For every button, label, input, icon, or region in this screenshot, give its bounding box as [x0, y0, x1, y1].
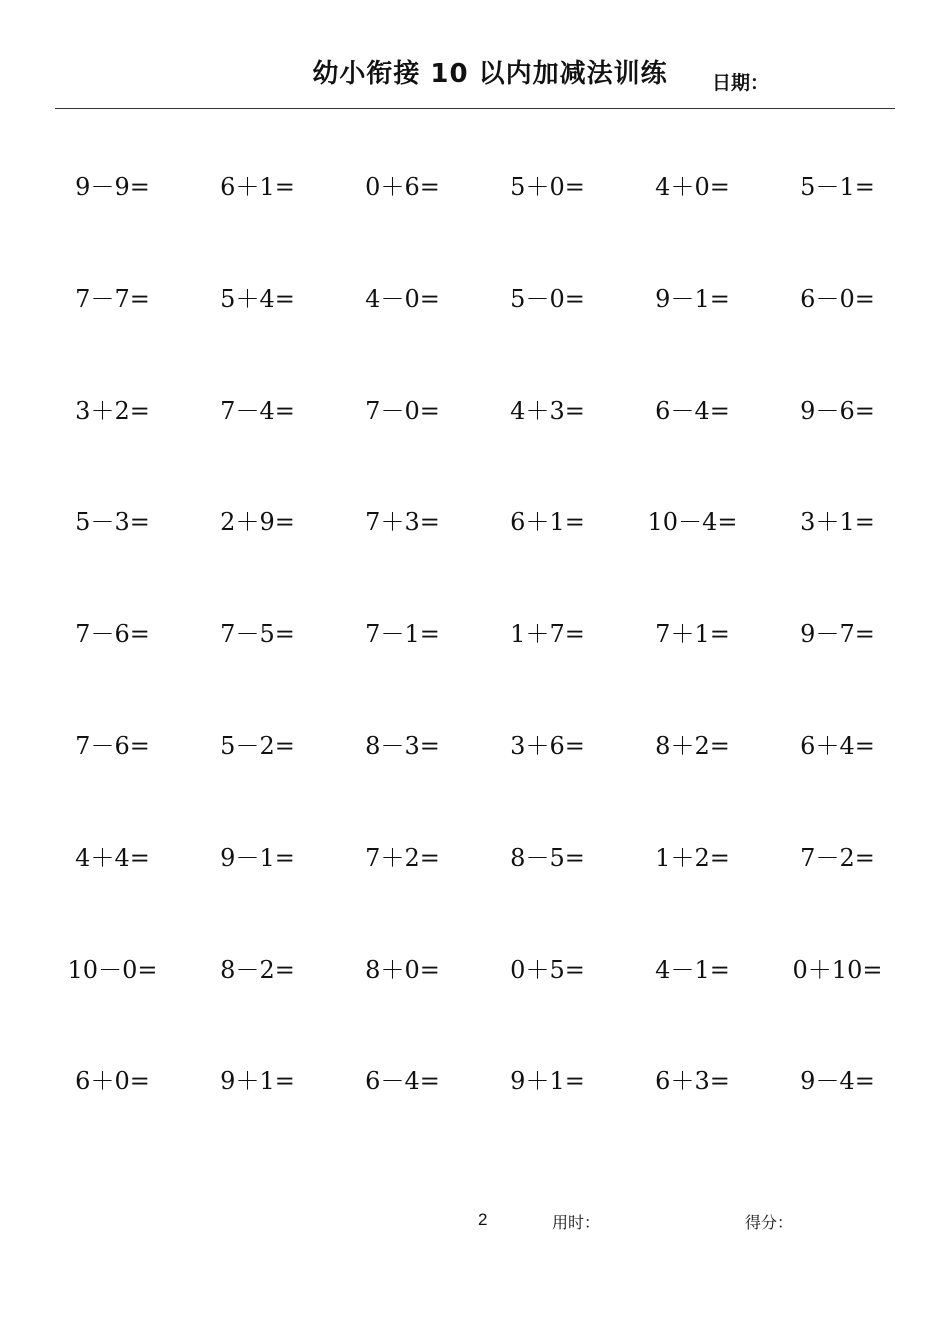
- problem-item: 5－1=: [800, 173, 875, 201]
- problem-item: 0＋10=: [792, 955, 883, 984]
- problem-row: [40, 391, 910, 503]
- problem-item: 9－7=: [800, 620, 875, 649]
- problem-item: 9－1=: [220, 843, 295, 872]
- time-used-label: 用时：: [552, 1213, 601, 1232]
- problem-item: 8＋2=: [655, 731, 730, 760]
- problem-item: 7－6=: [75, 731, 150, 760]
- problem-item: 4＋3=: [510, 396, 585, 425]
- problem-item: 5－3=: [75, 508, 150, 537]
- date-label: 日期：: [712, 72, 770, 94]
- problem-row: [40, 726, 910, 838]
- problem-item: 4－1=: [655, 955, 730, 984]
- problem-item: 1＋2=: [655, 843, 730, 872]
- problem-item: 7－2=: [800, 843, 875, 872]
- problem-item: 7－4=: [220, 396, 295, 425]
- problem-item: 6＋1=: [220, 173, 295, 201]
- problem-item: 5＋4=: [220, 284, 295, 313]
- problem-item: 4＋0=: [655, 173, 730, 201]
- problem-item: 7－1=: [365, 620, 440, 649]
- problem-item: 6＋4=: [800, 731, 875, 760]
- header-divider: [55, 108, 895, 109]
- problem-item: 9－1=: [655, 284, 730, 313]
- problem-item: 9－9=: [75, 173, 150, 201]
- problem-item: 9＋1=: [220, 1067, 295, 1096]
- problem-item: 6－4=: [365, 1067, 440, 1096]
- problem-item: 0＋6=: [365, 173, 440, 201]
- problem-row: [40, 502, 910, 614]
- problem-item: 9－6=: [800, 396, 875, 425]
- score-label: 得分：: [745, 1213, 794, 1232]
- problem-item: 6＋1=: [510, 508, 585, 537]
- problem-row: [40, 167, 910, 279]
- problem-row: [40, 279, 910, 391]
- problem-grid: [40, 167, 910, 1173]
- problem-item: 3＋1=: [800, 508, 875, 537]
- problem-item: 8－5=: [510, 843, 585, 872]
- problem-item: 5＋0=: [510, 173, 585, 201]
- problem-row: [40, 1061, 910, 1173]
- problem-item: 3＋6=: [510, 731, 585, 760]
- problem-item: 5－2=: [220, 731, 295, 760]
- problem-item: 8－2=: [220, 955, 295, 984]
- page-number: 2: [478, 1210, 488, 1229]
- problem-item: 7－6=: [75, 620, 150, 649]
- problem-item: 5－0=: [510, 284, 585, 313]
- problem-item: 7＋2=: [365, 843, 440, 872]
- problem-item: 1＋7=: [510, 620, 585, 649]
- problem-item: 6－0=: [800, 284, 875, 313]
- problem-item: 8－3=: [365, 731, 440, 760]
- problem-item: 7－5=: [220, 620, 295, 649]
- problem-item: 9－4=: [800, 1067, 875, 1096]
- problem-item: 4－0=: [365, 284, 440, 313]
- problem-item: 10－0=: [67, 955, 158, 984]
- problem-row: [40, 838, 910, 950]
- problem-item: 9＋1=: [510, 1067, 585, 1096]
- problem-item: 2＋9=: [220, 508, 295, 537]
- problem-item: 10－4=: [647, 508, 738, 537]
- problem-item: 4＋4=: [75, 843, 150, 872]
- problem-item: 7－0=: [365, 396, 440, 425]
- problem-item: 0＋5=: [510, 955, 585, 984]
- problem-item: 7＋3=: [365, 508, 440, 537]
- problem-item: 6＋3=: [655, 1067, 730, 1096]
- problem-item: 7＋1=: [655, 620, 730, 649]
- problem-item: 8＋0=: [365, 955, 440, 984]
- problem-item: 7－7=: [75, 284, 150, 313]
- problem-item: 6＋0=: [75, 1067, 150, 1096]
- problem-row: [40, 614, 910, 726]
- problem-row: [40, 950, 910, 1062]
- problem-item: 6－4=: [655, 396, 730, 425]
- worksheet-title: 幼小衔接 10 以内加减法训练: [312, 59, 668, 89]
- problem-item: 3＋2=: [75, 396, 150, 425]
